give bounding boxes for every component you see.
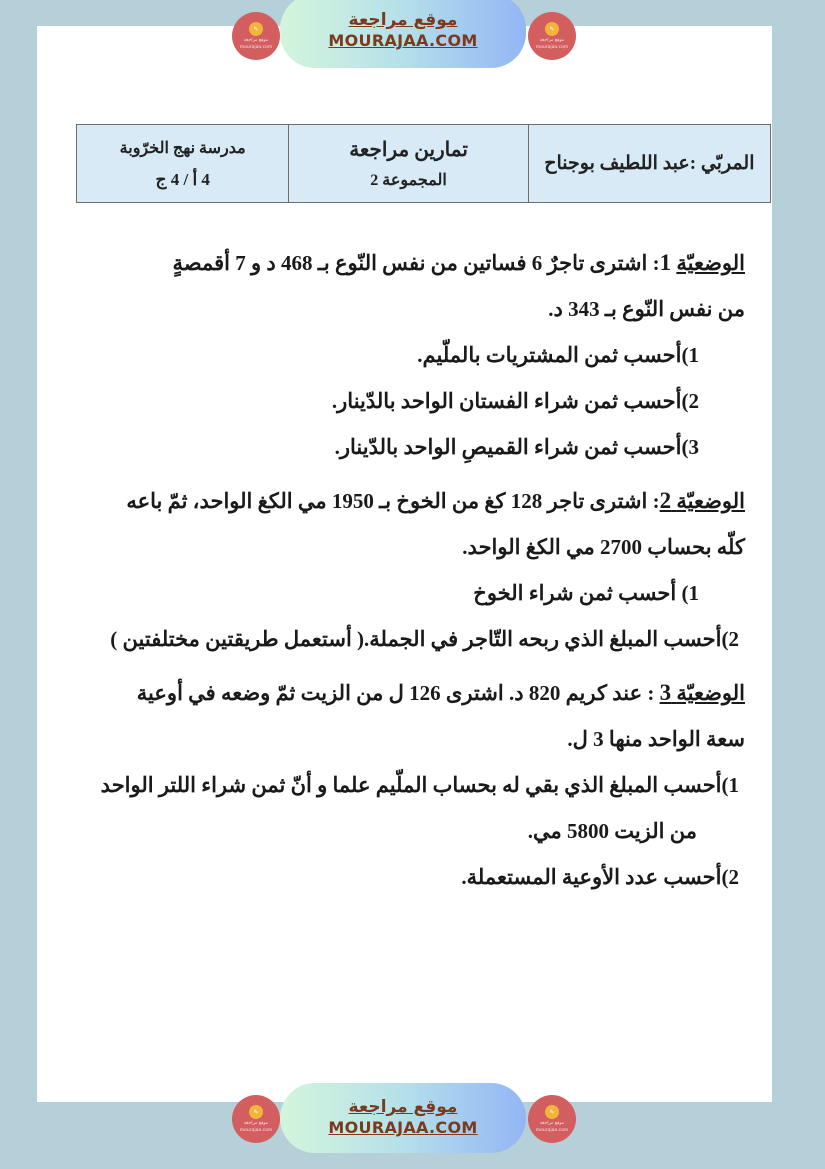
worksheet-title: تمارين مراجعة (349, 139, 468, 161)
statement-line-2: من نفس النّوع بـ 343 د. (548, 297, 745, 321)
problem-2 (80, 478, 745, 662)
teacher-cell (528, 125, 770, 202)
problem-statement (80, 240, 745, 286)
statement-line-2: سعة الواحد منها 3 ل. (567, 727, 745, 751)
badge-caption-en: mourajaa.com (535, 45, 569, 50)
bottom-banner (230, 1083, 580, 1153)
exercise-content (80, 240, 745, 900)
site-name-arabic[interactable]: موقع مراجعة (348, 1097, 458, 1117)
problem-number: 3 (659, 680, 672, 705)
class-label: 4 أ / 4 ج (155, 169, 210, 189)
question-2: 2)أحسب المبلغ الذي ربحه التّاجر في الجملة.( أستعمل طريقتين مختلفتين ) (110, 627, 739, 651)
statement-line-1: : اشترى تاجرٌ 6 فساتين من نفس النّوع بـ 468 د و 7 أقمصةٍ (172, 251, 660, 275)
question-1-continued: من الزيت 5800 مي. (527, 819, 697, 843)
school-name: مدرسة نهج الخرّوبة (119, 139, 246, 157)
question-2: 2)أحسب عدد الأوعية المستعملة. (461, 865, 739, 889)
header-table (76, 124, 771, 203)
site-badge-right[interactable] (528, 1095, 576, 1143)
teacher-name: المربّي :عبد اللطيف بوجناح (544, 153, 755, 174)
problem-statement (80, 478, 745, 524)
school-cell (77, 125, 288, 202)
site-name-arabic[interactable]: موقع مراجعة (348, 10, 458, 30)
site-link-pill[interactable] (280, 0, 526, 68)
question-3: 3)أحسب ثمن شراء القميصِ الواحد بالدّينار. (334, 435, 699, 459)
question-2: 2)أحسب ثمن شراء الفستان الواحد بالدّينار. (331, 389, 699, 413)
group-label: المجموعة 2 (370, 172, 447, 189)
site-name-latin[interactable]: MOURAJAA.COM (328, 1118, 478, 1137)
book-logo-icon: ✎ (545, 1105, 559, 1119)
title-cell (288, 125, 527, 202)
statement-line-2: كلّه بحساب 2700 مي الكغ الواحد. (462, 535, 745, 559)
problem-3 (80, 670, 745, 900)
problem-label: الوضعيّة 3 (659, 680, 745, 705)
question-1: 1) أحسب ثمن شراء الخوخ (473, 581, 699, 605)
book-logo-icon: ✎ (249, 1105, 263, 1119)
question-1: 1)أحسب ثمن المشتريات بالملّيم. (417, 343, 699, 367)
problem-statement (80, 670, 745, 716)
badge-caption-en: mourajaa.com (239, 1128, 273, 1133)
problem-1 (80, 240, 745, 470)
badge-caption-en: mourajaa.com (239, 45, 273, 50)
statement-line-1: : اشترى تاجر 128 كغ من الخوخ بـ 1950 مي الكغ الواحد، ثمّ باعه (126, 489, 660, 513)
question-1: 1)أحسب المبلغ الذي بقي له بحساب الملّيم علما و أنّ ثمن شراء اللتر الواحد (100, 773, 739, 797)
book-logo-icon: ✎ (545, 22, 559, 36)
site-link-pill[interactable] (280, 1083, 526, 1153)
badge-caption-ar: موقع مراجعة (243, 1121, 269, 1126)
problem-number: 1 (659, 250, 672, 275)
badge-caption-ar: موقع مراجعة (243, 38, 269, 43)
badge-caption-ar: موقع مراجعة (539, 38, 565, 43)
site-name-latin[interactable]: MOURAJAA.COM (328, 31, 478, 50)
statement-line-1: : عند كريم 820 د. اشترى 126 ل من الزيت ثمّ وضعه في أوعية (136, 681, 660, 705)
book-logo-icon: ✎ (249, 22, 263, 36)
top-banner (230, 0, 580, 70)
site-badge-left[interactable] (232, 12, 280, 60)
problem-label: الوضعيّة 2 (659, 488, 745, 513)
site-badge-left[interactable] (232, 1095, 280, 1143)
badge-caption-ar: موقع مراجعة (539, 1121, 565, 1126)
badge-caption-en: mourajaa.com (535, 1128, 569, 1133)
problem-number: 2 (659, 488, 672, 513)
problem-label: الوضعيّة (676, 251, 745, 275)
site-badge-right[interactable] (528, 12, 576, 60)
